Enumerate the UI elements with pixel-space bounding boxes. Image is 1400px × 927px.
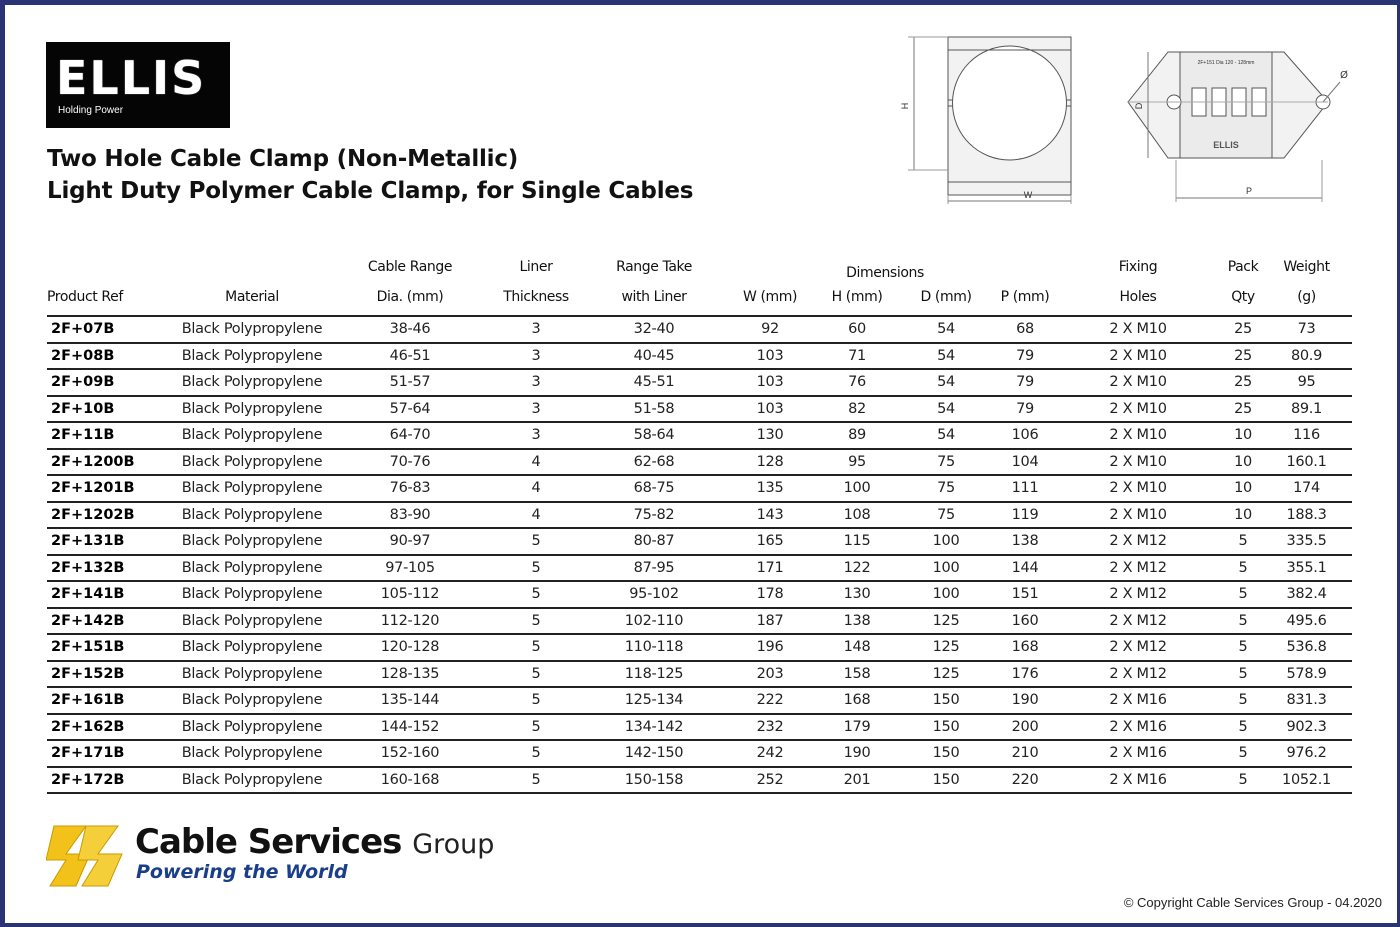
cell-liner-thickness: 3 — [483, 396, 589, 423]
cell-w: 203 — [719, 661, 821, 688]
cell-liner-thickness: 4 — [483, 502, 589, 529]
cell-h: 130 — [821, 581, 893, 608]
cell-material: Black Polypropylene — [167, 502, 337, 529]
cell-d: 54 — [893, 343, 999, 370]
col-liner-line1: Liner — [519, 259, 553, 275]
cell-p: 220 — [999, 767, 1051, 794]
cell-h: 60 — [821, 316, 893, 343]
table-row — [47, 396, 1352, 423]
cell-product-ref: 2F+132B — [47, 555, 167, 582]
table-row — [47, 555, 1352, 582]
cell-fixing-holes: 2 X M12 — [1051, 608, 1225, 635]
cell-w: 143 — [719, 502, 821, 529]
cell-range-take: 75-82 — [589, 502, 719, 529]
cell-product-ref: 2F+11B — [47, 422, 167, 449]
table-header-row-1 — [47, 255, 1352, 285]
col-w: W (mm) — [719, 285, 821, 316]
cell-h: 115 — [821, 528, 893, 555]
cell-d: 125 — [893, 608, 999, 635]
cell-w: 171 — [719, 555, 821, 582]
ellis-logo — [46, 42, 230, 128]
cell-material: Black Polypropylene — [167, 661, 337, 688]
col-weight-line1: Weight — [1283, 259, 1330, 275]
cell-h: 168 — [821, 687, 893, 714]
copyright-notice: © Copyright Cable Services Group - 04.2020 — [1123, 895, 1382, 910]
col-d: D (mm) — [893, 285, 999, 316]
cell-material: Black Polypropylene — [167, 608, 337, 635]
cell-fixing-holes: 2 X M12 — [1051, 581, 1225, 608]
cell-liner-thickness: 4 — [483, 449, 589, 476]
cell-w: 103 — [719, 396, 821, 423]
table-row — [47, 475, 1352, 502]
cell-cable-range: 97-105 — [337, 555, 483, 582]
cell-cable-range: 152-160 — [337, 740, 483, 767]
cell-h: 89 — [821, 422, 893, 449]
cell-h: 122 — [821, 555, 893, 582]
col-range-take-line2: with Liner — [589, 285, 719, 316]
cell-range-take: 134-142 — [589, 714, 719, 741]
cell-material: Black Polypropylene — [167, 714, 337, 741]
cell-p: 168 — [999, 634, 1051, 661]
table-row — [47, 316, 1352, 343]
cell-range-take: 40-45 — [589, 343, 719, 370]
cell-liner-thickness: 3 — [483, 343, 589, 370]
cell-w: 232 — [719, 714, 821, 741]
cell-p: 190 — [999, 687, 1051, 714]
cell-cable-range: 112-120 — [337, 608, 483, 635]
cell-pack-qty: 5 — [1225, 767, 1261, 794]
cell-fixing-holes: 2 X M16 — [1051, 767, 1225, 794]
col-material: Material — [167, 285, 337, 316]
table-row — [47, 369, 1352, 396]
cell-range-take: 142-150 — [589, 740, 719, 767]
cell-material: Black Polypropylene — [167, 396, 337, 423]
col-cable-range-line1: Cable Range — [367, 259, 453, 275]
cell-liner-thickness: 5 — [483, 608, 589, 635]
dimension-label-w: W — [1023, 190, 1033, 200]
table-row — [47, 634, 1352, 661]
table-row — [47, 608, 1352, 635]
cell-range-take: 150-158 — [589, 767, 719, 794]
cable-services-slogan: Powering the World — [136, 861, 348, 883]
cell-h: 179 — [821, 714, 893, 741]
cell-p: 106 — [999, 422, 1051, 449]
cell-range-take: 125-134 — [589, 687, 719, 714]
cell-range-take: 58-64 — [589, 422, 719, 449]
cell-cable-range: 76-83 — [337, 475, 483, 502]
cell-w: 165 — [719, 528, 821, 555]
cell-h: 71 — [821, 343, 893, 370]
dimension-label-d: D — [1134, 102, 1144, 110]
cell-range-take: 80-87 — [589, 528, 719, 555]
table-row — [47, 581, 1352, 608]
cell-d: 150 — [893, 767, 999, 794]
cell-material: Black Polypropylene — [167, 687, 337, 714]
clamp-logo-marking: ELLIS — [1213, 140, 1239, 150]
cell-weight: 95 — [1261, 369, 1352, 396]
cell-weight: 73 — [1261, 316, 1352, 343]
dimension-label-diameter: Ø — [1340, 70, 1348, 81]
cell-weight: 902.3 — [1261, 714, 1352, 741]
table-header-row-2 — [47, 285, 1352, 316]
cell-w: 135 — [719, 475, 821, 502]
cell-product-ref: 2F+142B — [47, 608, 167, 635]
cell-w: 196 — [719, 634, 821, 661]
cell-range-take: 110-118 — [589, 634, 719, 661]
cell-liner-thickness: 5 — [483, 581, 589, 608]
cell-range-take: 102-110 — [589, 608, 719, 635]
cell-d: 100 — [893, 555, 999, 582]
cell-weight: 188.3 — [1261, 502, 1352, 529]
cell-cable-range: 38-46 — [337, 316, 483, 343]
cell-fixing-holes: 2 X M10 — [1051, 343, 1225, 370]
cell-fixing-holes: 2 X M12 — [1051, 528, 1225, 555]
cell-p: 144 — [999, 555, 1051, 582]
cell-liner-thickness: 5 — [483, 740, 589, 767]
cell-p: 210 — [999, 740, 1051, 767]
cell-product-ref: 2F+07B — [47, 316, 167, 343]
col-pack-line1: Pack — [1227, 259, 1259, 275]
product-spec-table — [47, 255, 1352, 794]
cell-pack-qty: 5 — [1225, 555, 1261, 582]
cell-pack-qty: 5 — [1225, 687, 1261, 714]
cell-fixing-holes: 2 X M10 — [1051, 369, 1225, 396]
cell-fixing-holes: 2 X M16 — [1051, 687, 1225, 714]
cell-fixing-holes: 2 X M12 — [1051, 661, 1225, 688]
cell-cable-range: 105-112 — [337, 581, 483, 608]
cell-d: 75 — [893, 502, 999, 529]
cell-d: 150 — [893, 740, 999, 767]
col-weight-line2: (g) — [1261, 285, 1352, 316]
col-fixing-line1: Fixing — [1118, 259, 1158, 275]
cell-material: Black Polypropylene — [167, 555, 337, 582]
cell-pack-qty: 5 — [1225, 740, 1261, 767]
cell-w: 130 — [719, 422, 821, 449]
cell-cable-range: 128-135 — [337, 661, 483, 688]
cell-liner-thickness: 3 — [483, 369, 589, 396]
cell-h: 100 — [821, 475, 893, 502]
col-range-take-line1: Range Take — [616, 259, 692, 275]
col-fixing-line2: Holes — [1051, 285, 1225, 316]
cell-liner-thickness: 3 — [483, 422, 589, 449]
cell-h: 95 — [821, 449, 893, 476]
cell-liner-thickness: 5 — [483, 714, 589, 741]
cell-pack-qty: 5 — [1225, 661, 1261, 688]
cell-range-take: 118-125 — [589, 661, 719, 688]
cell-fixing-holes: 2 X M10 — [1051, 316, 1225, 343]
cell-p: 200 — [999, 714, 1051, 741]
cell-fixing-holes: 2 X M12 — [1051, 555, 1225, 582]
cell-cable-range: 144-152 — [337, 714, 483, 741]
table-row — [47, 740, 1352, 767]
cell-d: 54 — [893, 316, 999, 343]
table-row — [47, 767, 1352, 794]
cell-material: Black Polypropylene — [167, 634, 337, 661]
table-row — [47, 449, 1352, 476]
col-pack-line2: Qty — [1225, 285, 1261, 316]
cell-material: Black Polypropylene — [167, 528, 337, 555]
cell-material: Black Polypropylene — [167, 369, 337, 396]
cell-liner-thickness: 5 — [483, 528, 589, 555]
cell-product-ref: 2F+162B — [47, 714, 167, 741]
cell-d: 75 — [893, 475, 999, 502]
table-row — [47, 687, 1352, 714]
cell-d: 100 — [893, 581, 999, 608]
cell-cable-range: 120-128 — [337, 634, 483, 661]
cell-cable-range: 46-51 — [337, 343, 483, 370]
cable-services-brand: Cable Services — [135, 822, 402, 862]
page-title: Two Hole Cable Clamp (Non-Metallic) — [47, 146, 519, 172]
cell-pack-qty: 25 — [1225, 316, 1261, 343]
cell-d: 75 — [893, 449, 999, 476]
cell-weight: 831.3 — [1261, 687, 1352, 714]
cell-material: Black Polypropylene — [167, 449, 337, 476]
cell-p: 79 — [999, 343, 1051, 370]
cell-fixing-holes: 2 X M10 — [1051, 422, 1225, 449]
cell-d: 100 — [893, 528, 999, 555]
cell-weight: 116 — [1261, 422, 1352, 449]
cell-liner-thickness: 5 — [483, 661, 589, 688]
table-row — [47, 343, 1352, 370]
cell-liner-thickness: 5 — [483, 555, 589, 582]
cell-p: 68 — [999, 316, 1051, 343]
cell-pack-qty: 10 — [1225, 502, 1261, 529]
table-row — [47, 422, 1352, 449]
table-row — [47, 502, 1352, 529]
cell-range-take: 32-40 — [589, 316, 719, 343]
ellis-logo-word: ELLIS — [56, 51, 207, 105]
cell-liner-thickness: 3 — [483, 316, 589, 343]
cell-fixing-holes: 2 X M16 — [1051, 714, 1225, 741]
col-p: P (mm) — [999, 285, 1051, 316]
col-h: H (mm) — [821, 285, 893, 316]
cell-product-ref: 2F+08B — [47, 343, 167, 370]
cell-h: 76 — [821, 369, 893, 396]
cell-pack-qty: 5 — [1225, 528, 1261, 555]
cable-services-name — [135, 822, 494, 862]
cell-weight: 80.9 — [1261, 343, 1352, 370]
cell-cable-range: 51-57 — [337, 369, 483, 396]
cell-d: 54 — [893, 369, 999, 396]
cell-cable-range: 90-97 — [337, 528, 483, 555]
cell-h: 201 — [821, 767, 893, 794]
cell-cable-range: 70-76 — [337, 449, 483, 476]
cell-d: 54 — [893, 422, 999, 449]
cell-h: 148 — [821, 634, 893, 661]
cell-range-take: 95-102 — [589, 581, 719, 608]
cell-cable-range: 83-90 — [337, 502, 483, 529]
cell-range-take: 45-51 — [589, 369, 719, 396]
cell-pack-qty: 5 — [1225, 634, 1261, 661]
cell-p: 151 — [999, 581, 1051, 608]
cell-product-ref: 2F+171B — [47, 740, 167, 767]
cell-fixing-holes: 2 X M10 — [1051, 502, 1225, 529]
cell-h: 138 — [821, 608, 893, 635]
cell-w: 128 — [719, 449, 821, 476]
cell-liner-thickness: 4 — [483, 475, 589, 502]
cell-fixing-holes: 2 X M10 — [1051, 396, 1225, 423]
cell-product-ref: 2F+131B — [47, 528, 167, 555]
cell-p: 111 — [999, 475, 1051, 502]
cell-weight: 355.1 — [1261, 555, 1352, 582]
cell-material: Black Polypropylene — [167, 581, 337, 608]
cell-d: 125 — [893, 661, 999, 688]
cell-pack-qty: 5 — [1225, 714, 1261, 741]
cell-d: 150 — [893, 687, 999, 714]
cell-d: 150 — [893, 714, 999, 741]
cell-d: 54 — [893, 396, 999, 423]
cell-range-take: 87-95 — [589, 555, 719, 582]
cell-range-take: 51-58 — [589, 396, 719, 423]
clamp-dimension-diagram — [900, 30, 1360, 210]
cell-w: 178 — [719, 581, 821, 608]
cell-product-ref: 2F+10B — [47, 396, 167, 423]
table-row — [47, 528, 1352, 555]
cell-h: 82 — [821, 396, 893, 423]
cell-p: 160 — [999, 608, 1051, 635]
cell-weight: 536.8 — [1261, 634, 1352, 661]
cell-cable-range: 160-168 — [337, 767, 483, 794]
cell-product-ref: 2F+161B — [47, 687, 167, 714]
cell-h: 158 — [821, 661, 893, 688]
cell-weight: 495.6 — [1261, 608, 1352, 635]
cell-p: 176 — [999, 661, 1051, 688]
clamp-size-marking: 2F+151 Dia 120 - 128mm — [1197, 60, 1255, 66]
cell-material: Black Polypropylene — [167, 422, 337, 449]
cell-pack-qty: 10 — [1225, 449, 1261, 476]
cell-material: Black Polypropylene — [167, 316, 337, 343]
col-product-ref: Product Ref — [47, 285, 167, 316]
cell-pack-qty: 10 — [1225, 422, 1261, 449]
cell-p: 119 — [999, 502, 1051, 529]
cell-liner-thickness: 5 — [483, 687, 589, 714]
cell-fixing-holes: 2 X M10 — [1051, 475, 1225, 502]
cell-w: 92 — [719, 316, 821, 343]
page-subtitle: Light Duty Polymer Cable Clamp, for Single Cables — [47, 178, 694, 204]
cell-product-ref: 2F+152B — [47, 661, 167, 688]
cell-product-ref: 2F+1200B — [47, 449, 167, 476]
cell-weight: 335.5 — [1261, 528, 1352, 555]
cell-material: Black Polypropylene — [167, 740, 337, 767]
cell-w: 242 — [719, 740, 821, 767]
cell-w: 222 — [719, 687, 821, 714]
dimensions-group-header: Dimensions — [846, 265, 924, 281]
dimension-label-h: H — [900, 102, 910, 110]
cell-p: 138 — [999, 528, 1051, 555]
table-body — [47, 316, 1352, 793]
cell-product-ref: 2F+1202B — [47, 502, 167, 529]
cable-services-chevron-logo — [46, 820, 132, 892]
col-liner-line2: Thickness — [483, 285, 589, 316]
cell-p: 104 — [999, 449, 1051, 476]
cable-services-group: Group — [412, 829, 495, 860]
cell-d: 125 — [893, 634, 999, 661]
clamp-front-view — [908, 37, 1071, 204]
cell-pack-qty: 5 — [1225, 608, 1261, 635]
cell-product-ref: 2F+09B — [47, 369, 167, 396]
cell-fixing-holes: 2 X M10 — [1051, 449, 1225, 476]
clamp-top-view — [1128, 52, 1340, 202]
cell-weight: 89.1 — [1261, 396, 1352, 423]
col-cable-range-line2: Dia. (mm) — [337, 285, 483, 316]
cell-product-ref: 2F+141B — [47, 581, 167, 608]
cell-w: 252 — [719, 767, 821, 794]
cell-product-ref: 2F+1201B — [47, 475, 167, 502]
cell-h: 108 — [821, 502, 893, 529]
ellis-logo-tagline: Holding Power — [58, 105, 124, 116]
cell-cable-range: 135-144 — [337, 687, 483, 714]
cell-pack-qty: 10 — [1225, 475, 1261, 502]
cell-range-take: 62-68 — [589, 449, 719, 476]
cell-pack-qty: 5 — [1225, 581, 1261, 608]
dimension-label-p: P — [1245, 186, 1253, 196]
cell-fixing-holes: 2 X M16 — [1051, 740, 1225, 767]
cell-range-take: 68-75 — [589, 475, 719, 502]
cell-liner-thickness: 5 — [483, 767, 589, 794]
cell-cable-range: 64-70 — [337, 422, 483, 449]
cell-weight: 382.4 — [1261, 581, 1352, 608]
cell-w: 103 — [719, 343, 821, 370]
cell-material: Black Polypropylene — [167, 475, 337, 502]
cell-weight: 160.1 — [1261, 449, 1352, 476]
cell-pack-qty: 25 — [1225, 369, 1261, 396]
cell-weight: 976.2 — [1261, 740, 1352, 767]
cell-product-ref: 2F+172B — [47, 767, 167, 794]
table-row — [47, 714, 1352, 741]
cell-weight: 174 — [1261, 475, 1352, 502]
cell-pack-qty: 25 — [1225, 343, 1261, 370]
cell-liner-thickness: 5 — [483, 634, 589, 661]
cell-weight: 1052.1 — [1261, 767, 1352, 794]
table-row — [47, 661, 1352, 688]
cell-material: Black Polypropylene — [167, 343, 337, 370]
cell-pack-qty: 25 — [1225, 396, 1261, 423]
cell-p: 79 — [999, 369, 1051, 396]
cell-w: 187 — [719, 608, 821, 635]
cell-weight: 578.9 — [1261, 661, 1352, 688]
cell-product-ref: 2F+151B — [47, 634, 167, 661]
cell-material: Black Polypropylene — [167, 767, 337, 794]
cell-fixing-holes: 2 X M12 — [1051, 634, 1225, 661]
cell-w: 103 — [719, 369, 821, 396]
cell-p: 79 — [999, 396, 1051, 423]
cell-cable-range: 57-64 — [337, 396, 483, 423]
cell-h: 190 — [821, 740, 893, 767]
